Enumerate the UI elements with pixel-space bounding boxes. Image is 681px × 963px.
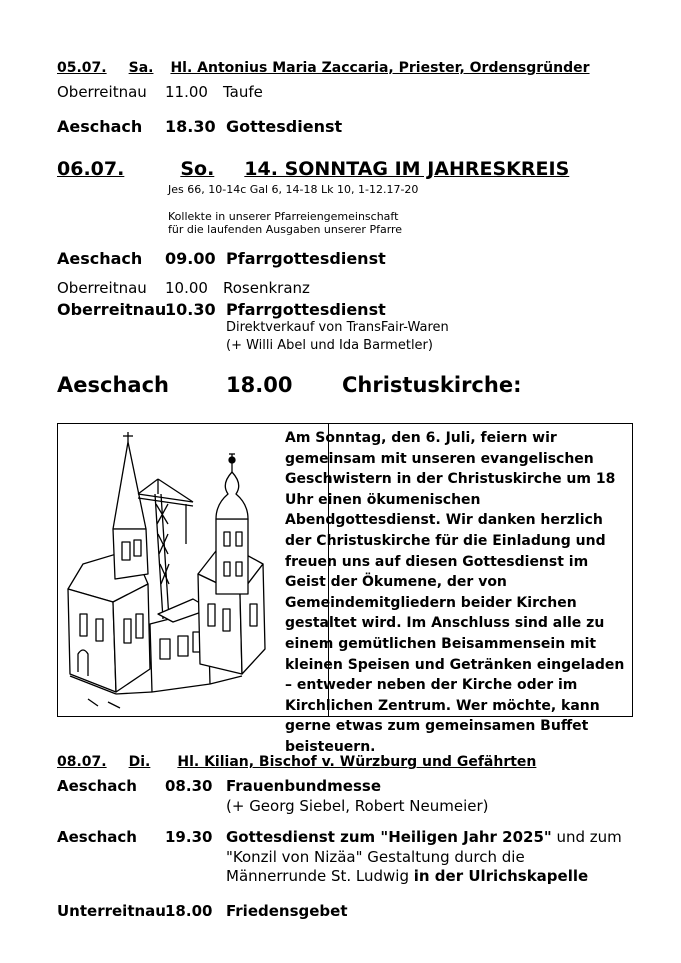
event: Frauenbundmesse [226, 777, 382, 795]
note: Direktverkauf von TransFair-Waren [226, 320, 449, 335]
day-header-0807 [57, 754, 536, 770]
date: 08.07. [57, 754, 107, 770]
event: Rosenkranz [223, 279, 310, 297]
place: Aeschach [57, 117, 143, 136]
event: Pfarrgottesdienst [226, 300, 386, 319]
special-place: Aeschach [57, 373, 169, 397]
place: Aeschach [57, 777, 137, 795]
time: 10.30 [165, 300, 216, 319]
event: Gottesdienst [226, 117, 343, 136]
time: 18.30 [165, 117, 216, 136]
event-bold: Gottesdienst zum "Heiligen Jahr 2025" [226, 828, 552, 846]
weekday: Sa. [128, 60, 154, 76]
date: 06.07. [57, 158, 125, 180]
event: Friedensgebet [226, 902, 348, 920]
box-text: Am Sonntag, den 6. Juli, feiern wir gemeinsam mit unseren evangelischen Geschwistern in der Christuskirche um 18 Uhr einen ökumenischen Abendgottesdienst. Wir danken herzlich der Christuskirche für die Einladung und freuen uns auf diesen Gottesdienst im Geist der Ökumene, der von Gemeindemitgliedern beider Kirchen gestaltet wird. Im Anschluss sind alle zu einem gemütlichen Beisammensein mit kleinen Speisen und Getränken eingeladen – entweder neben der Kirche oder im Kirchlichen Zentrum. Wer möchte, kann gerne etwas zum gemeinsamen Buffet beisteuern. [285, 430, 625, 755]
place: Oberreitnau [57, 279, 147, 297]
collection-line-2: für die laufenden Ausgaben unserer Pfarre [168, 223, 403, 236]
event: Pfarrgottesdienst [226, 249, 386, 268]
weekday: Di. [128, 754, 151, 770]
event-line-3-text: Männerrunde St. Ludwig [226, 867, 414, 885]
special-time: 18.00 [226, 373, 293, 397]
event-cont: und zum [551, 828, 622, 846]
event-line-3-bold: in der Ulrichskapelle [413, 867, 589, 885]
place: Aeschach [57, 828, 137, 846]
time: 19.30 [165, 828, 213, 846]
time: 09.00 [165, 249, 216, 268]
time: 08.30 [165, 777, 213, 795]
time: 10.00 [165, 279, 208, 297]
day-title: Hl. Kilian, Bischof v. Würzburg und Gefährten [177, 754, 537, 770]
day-header-0507 [57, 60, 590, 76]
place: Oberreitnau [57, 300, 167, 319]
event [226, 828, 622, 846]
readings: Jes 66, 10-14c Gal 6, 14-18 Lk 10, 1-12.17-20 [168, 183, 419, 196]
time: 18.00 [165, 902, 213, 920]
time: 11.00 [165, 83, 208, 101]
weekday: So. [180, 158, 215, 180]
church-illustration-icon [58, 424, 269, 715]
special-location: Christuskirche: [342, 373, 522, 397]
date: 05.07. [57, 60, 107, 76]
place: Oberreitnau [57, 83, 147, 101]
entry-row [57, 83, 147, 101]
day-header-0607 [57, 158, 569, 180]
event-line-2: "Konzil von Nizäa" Gestaltung durch die [226, 848, 525, 866]
note: (+ Georg Siebel, Robert Neumeier) [226, 797, 489, 815]
day-title: Hl. Antonius Maria Zaccaria, Priester, Ordensgründer [170, 60, 590, 76]
place: Unterreitnau [57, 902, 166, 920]
day-title: 14. SONNTAG IM JAHRESKREIS [244, 158, 570, 180]
collection-line-1: Kollekte in unserer Pfarreiengemeinschaft [168, 210, 399, 223]
place: Aeschach [57, 249, 143, 268]
event: Taufe [223, 83, 263, 101]
event-line-3 [226, 867, 588, 885]
note: (+ Willi Abel und Ida Barmetler) [226, 338, 433, 353]
